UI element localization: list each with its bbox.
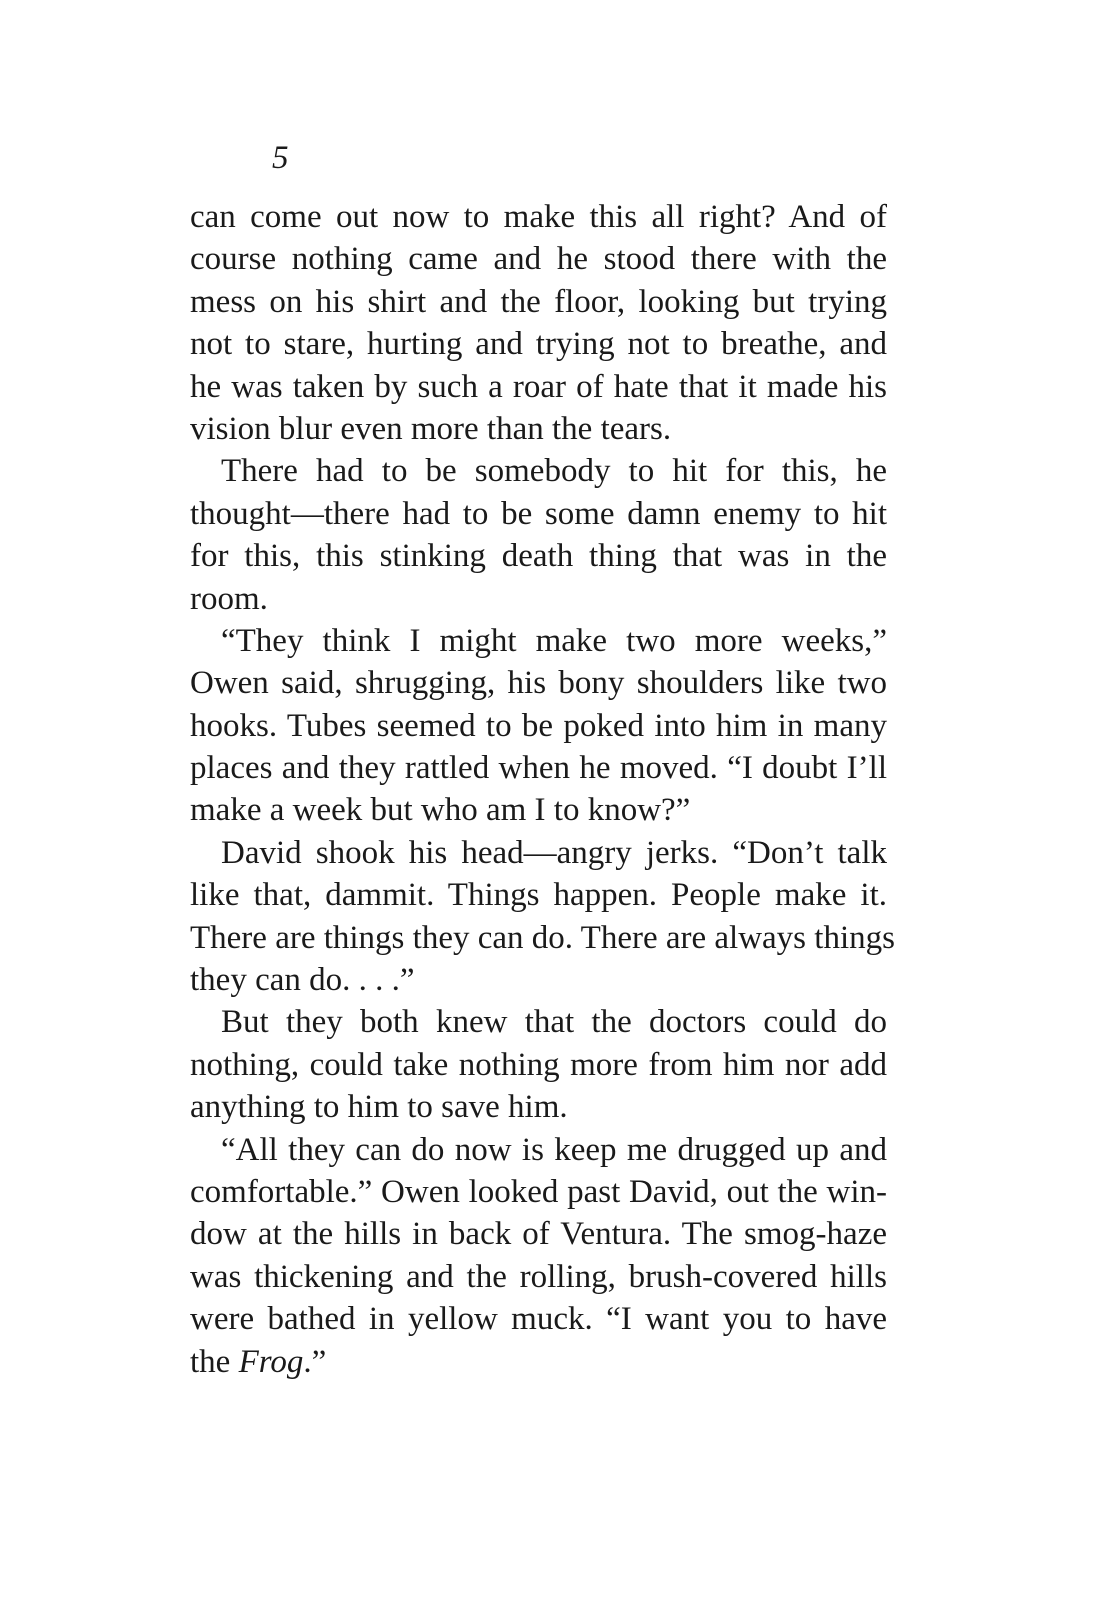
final-line-suffix: .” <box>303 1343 327 1380</box>
text-line: for this, this stinking death thing that was in the <box>190 538 887 575</box>
text-line: David shook his head—angry jerks. “Don’t talk <box>221 834 887 871</box>
text-line: anything to him to save him. <box>190 1089 568 1126</box>
text-line: course nothing came and he stood there with the <box>190 241 887 278</box>
text-line: he was taken by such a roar of hate that it made his <box>190 368 887 405</box>
text-line: Owen said, shrugging, his bony shoulders like two <box>190 665 887 702</box>
text-line: were bathed in yellow muck. “I want you to have <box>190 1301 887 1338</box>
text-line: like that, dammit. Things happen. People make it. <box>190 877 887 914</box>
text-line: room. <box>190 580 268 617</box>
text-line: There are things they can do. There are always things <box>190 919 895 956</box>
text-line: comfortable.” Owen looked past David, out the win- <box>190 1173 887 1210</box>
final-line-prefix: the <box>190 1343 239 1380</box>
text-line: can come out now to make this all right? And of <box>190 199 887 235</box>
text-line: was thickening and the rolling, brush-covered hills <box>190 1258 887 1295</box>
text-line: nothing, could take nothing more from him nor add <box>190 1046 887 1083</box>
body-text <box>190 196 895 1383</box>
text-line: hooks. Tubes seemed to be poked into him in many <box>190 707 887 744</box>
text-line: make a week but who am I to know?” <box>190 792 691 829</box>
boat-name-italic: Frog <box>238 1343 304 1380</box>
text-line: “All they can do now is keep me drugged up and <box>221 1131 887 1168</box>
text-line: mess on his shirt and the floor, looking but trying <box>190 283 887 320</box>
text-line: There had to be somebody to hit for this, he <box>221 453 887 490</box>
text-line: they can do. . . .” <box>190 962 415 999</box>
text-line: places and they rattled when he moved. “I doubt I’ll <box>190 750 887 787</box>
text-line: “They think I might make two more weeks,” <box>221 622 887 659</box>
text-line: dow at the hills in back of Ventura. The smog-haze <box>190 1216 887 1253</box>
page-number: 5 <box>272 140 289 176</box>
text-line: But they both knew that the doctors could do <box>221 1004 887 1041</box>
text-line: vision blur even more than the tears. <box>190 410 672 447</box>
text-line: not to stare, hurting and trying not to breathe, and <box>190 326 887 363</box>
text-line: thought—there had to be some damn enemy to hit <box>190 495 887 532</box>
text-line-final <box>190 1341 887 1383</box>
